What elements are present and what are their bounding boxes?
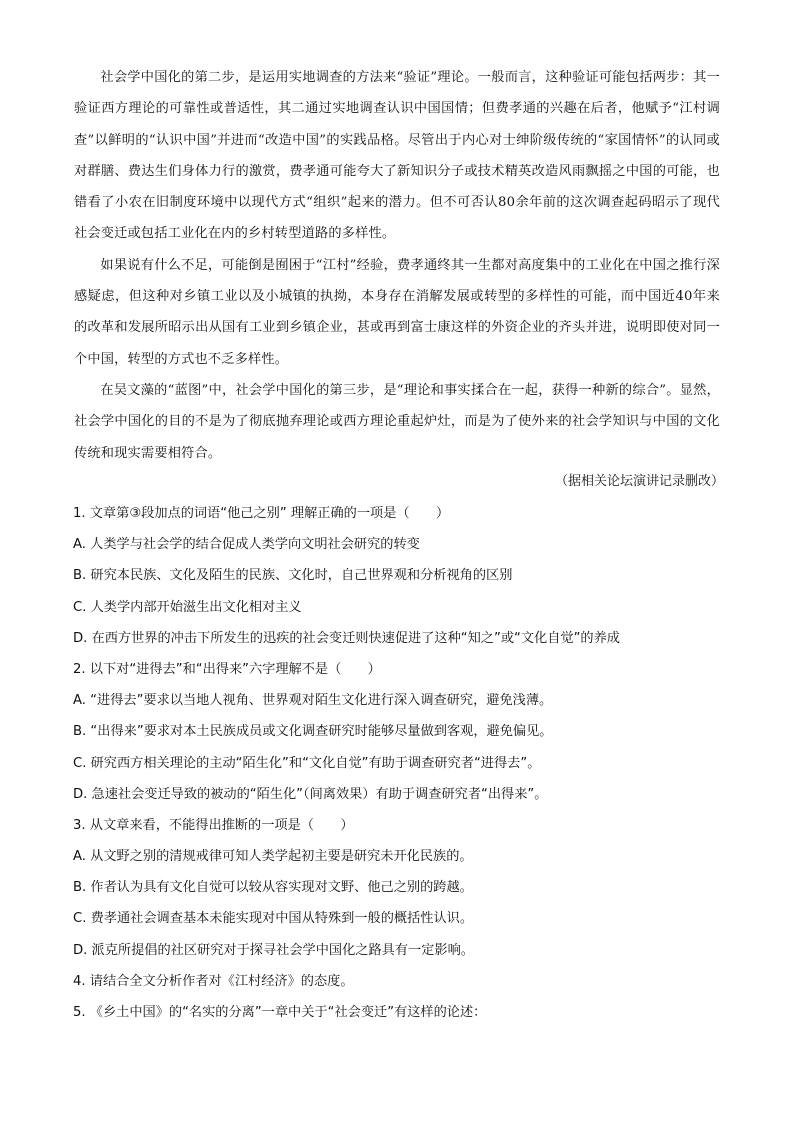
- q3-stem: 3. 从文章来看，不能得出推断的一项是（ ）: [73, 817, 354, 833]
- passage-paragraph-1: 社会学中国化的第二步，是运用实地调查的方法来“验证”理论。一般而言，这种验证可能包括两步：其一验证西方理论的可靠性或普适性，其二通过实地调查认识中国国情；但费孝通的兴趣在后者，他赋予“江村调查”以鲜明的“认识中国”并进而“改造中国”的实践品格。尽管出于内心对士绅阶级传统的“家国情怀”的认同或对群膳、费达生们身体力行的激赏，费孝通可能夸大了新知识分子或技术精英改造风雨飘摇之中国的可能，也错看了小农在旧制度环境中以现代方式“组织”起来的潜力。但不可否认80余年前的这次调查起码昭示了现代社会变迁或包括工业化在内的乡村转型道路的多样性。: [74, 70, 720, 242]
- source-note: （据相关论坛演讲记录删改）: [554, 474, 724, 489]
- q1-option-a[interactable]: A. 人类学与社会学的结合促成人类学向文明社会研究的转变: [73, 537, 420, 553]
- q1-option-b[interactable]: B. 研究本民族、文化及陌生的民族、文化时，自己世界观和分析视角的区别: [73, 568, 513, 584]
- q1-option-c[interactable]: C. 人类学内部开始滋生出文化相对主义: [73, 599, 302, 615]
- q2-option-b[interactable]: B. “出得来”要求对本土民族成员或文化调查研究时能够尽量做到客观，避免偏见。: [73, 724, 553, 740]
- reading-passage: [74, 62, 720, 469]
- passage-paragraph-2: 如果说有什么不足，可能倒是囿困于“江村”经验，费孝通终其一生都对高度集中的工业化在中国之推行深感疑虑，但这种对乡镇工业以及小城镇的执拗，本身存在消解发展或转型的多样性的可能，而中国近40年来的改革和发展所昭示出从国有工业到乡镇企业，甚或再到富士康这样的外资企业的齐头并进，说明即使对同一个中国，转型的方式也不乏多样性。: [74, 257, 720, 367]
- q2-option-a[interactable]: A. “进得去”要求以当地人视角、世界观对陌生文化进行深入调查研究，避免浅薄。: [73, 693, 553, 709]
- q3-option-c[interactable]: C. 费孝通社会调查基本未能实现对中国从特殊到一般的概括性认识。: [73, 911, 474, 927]
- q1-option-d[interactable]: D. 在西方世界的冲击下所发生的迅疾的社会变迁则快速促进了这种“知之”或“文化自觉”的养成: [73, 630, 620, 646]
- q2-stem: 2. 以下对“进得去”和“出得来”六字理解不是（ ）: [73, 661, 381, 677]
- q1-stem: 1. 文章第③段加点的词语“他己之别” 理解正确的一项是（ ）: [73, 506, 450, 521]
- passage-paragraph-3: 在吴文藻的“蓝图”中，社会学中国化的第三步，是“理论和事实揉合在一起，获得一种新的综合”。显然，社会学中国化的目的不是为了彻底抛弃理论或西方理论重起炉灶，而是为了使外来的社会学知识与中国的文化传统和现实需要相符合。: [74, 382, 720, 461]
- q3-option-d[interactable]: D. 派克所提倡的社区研究对于探寻社会学中国化之路具有一定影响。: [73, 942, 474, 958]
- question-list: [73, 498, 723, 1028]
- q5-stem: 5. 《乡土中国》的“名实的分离”一章中关于“社会变迁”有这样的论述：: [73, 1005, 487, 1020]
- q3-option-a[interactable]: A. 从文野之别的清规戒律可知人类学起初主要是研究未开化民族的。: [73, 849, 473, 865]
- q2-option-d[interactable]: D. 急速社会变迁导致的被动的“陌生化”（间离效果）有助于调查研究者“出得来”。: [73, 786, 548, 802]
- q4-stem: 4. 请结合全文分析作者对《江村经济》的态度。: [73, 973, 354, 989]
- q2-option-c[interactable]: C. 研究西方相关理论的主动“陌生化”和“文化自觉”有助于调查研究者“进得去”。: [73, 755, 541, 771]
- q3-option-b[interactable]: B. 作者认为具有文化自觉可以较从容实现对文野、他己之别的跨越。: [73, 880, 473, 896]
